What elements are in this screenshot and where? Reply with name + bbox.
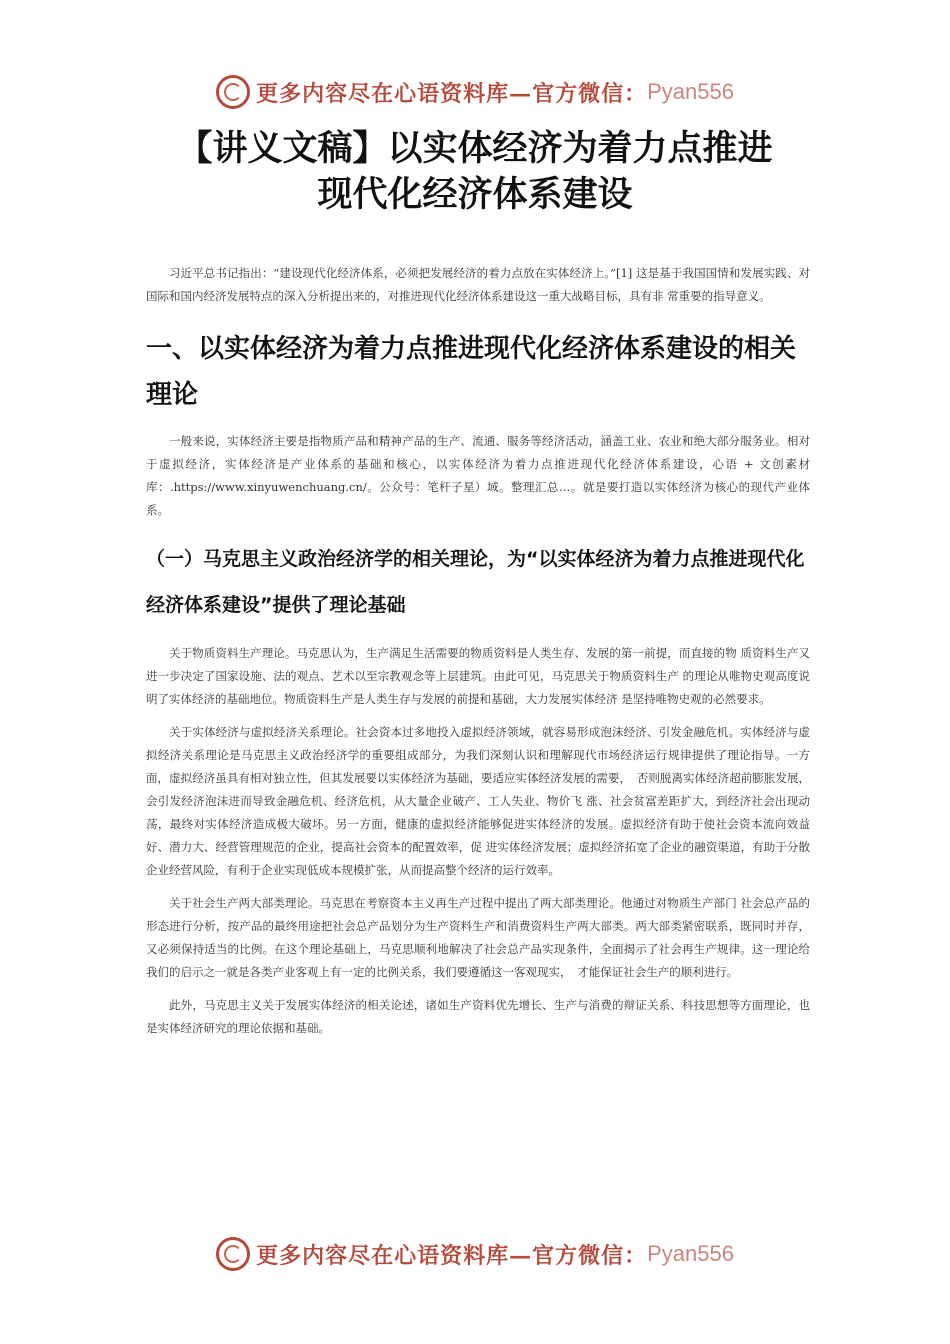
- section-1-paragraph: 一般来说，实体经济主要是指物质产品和精神产品的生产、流通、服务等经济活动，涵盖工业、农业和绝大部分服务业。相对于虚拟经济，实体经济是产业体系的基础和核心，以实体经济为着力点推进现代化经济体系建设，心语 + 文创素材库：.https://www.xinyuwenchuang.cn/。公众号：笔杆子星）域。整理汇总…。就是要打造以实体经济为核心的现代产业体系。: [146, 434, 810, 517]
- paragraph-other-theories: 此外，马克思主义关于发展实体经济的相关论述，诸如生产资料优先增长、生产与消费的辩证关系、科技思想等方面理论，也是实体经济研究的理论依据和基础。: [146, 998, 810, 1035]
- title-line-2: 现代化经济体系建设: [317, 175, 633, 215]
- subsection-1-heading: （一）马克思主义政治经济学的相关理论，为“以实体经济为着力点推进现代化经济体系建设”提供了理论基础: [146, 548, 805, 616]
- banner-text: 更多内容尽在心语资料库—官方微信：: [256, 80, 648, 107]
- paragraph-two-departments: 关于社会生产两大部类理论。马克思在考察资本主义再生产过程中提出了两大部类理论。他通过对物质生产部门 社会总产品的形态进行分析，按产品的最终用途把社会总产品划分为生产资料生产和消费资料生产两大部类。两大部类紧密联系，既同时并存，又必须保持适当的比例。在这个理论基础上，马克思顺利地解决了社会总产品实现条件，全面揭示了社会再生产规律。这一理论给我们的启示之一就是各类产业客观上有一定的比例关系，我们要遵循这一客观现实， 才能保证社会生产的顺利进行。: [146, 896, 810, 979]
- banner-wechat-id: Pyan556: [647, 79, 734, 104]
- brand-circle-logo-icon: [216, 75, 250, 109]
- bottom-banner: [0, 1232, 950, 1276]
- document-body: [146, 262, 810, 1050]
- document-title: [100, 126, 850, 218]
- banner-wechat-id: Pyan556: [647, 1241, 734, 1266]
- title-line-1: 【讲义文稿】以实体经济为着力点推进: [177, 129, 773, 169]
- paragraph-real-virtual-economy: 关于实体经济与虚拟经济关系理论。社会资本过多地投入虚拟经济领域，就容易形成泡沫经济、引发金融危机。实体经济与虚拟经济关系理论是马克思主义政治经济学的重要组成部分，为我们深刻认识和理解现代市场经济运行规律提供了理论指导。一方面，虚拟经济虽具有相对独立性，但其发展要以实体经济为基础，要适应实体经济发展的需要， 否则脱离实体经济超前膨胀发展，会引发经济泡沫进而导致金融危机、经济危机，从大量企业破产、工人失业、物价飞 涨、社会贫富差距扩大，到经济社会出现动荡，最终对实体经济造成极大破坏。另一方面，健康的虚拟经济能够促进实体经济的发展。虚拟经济有助于使社会资本流向效益好、潜力大、经营管理规范的企业，提高社会资本的配置效率，促 进实体经济发展；虚拟经济拓宽了企业的融资渠道，有助于分散企业经营风险，有利于企业实现低成本规模扩张，从而提高整个经济的运行效率。: [146, 725, 810, 877]
- top-banner: [0, 70, 950, 114]
- banner-text: 更多内容尽在心语资料库—官方微信：: [256, 1242, 648, 1269]
- paragraph-material-production: 关于物质资料生产理论。马克思认为，生产满足生活需要的物质资料是人类生存、发展的第一前提，而直接的物 质资料生产又进一步决定了国家设施、法的观点、艺术以至宗教观念等上层建筑。由此可见，马克思关于物质资料生产 的理论从唯物史观高度说明了实体经济的基础地位。物质资料生产是人类生存与发展的前提和基础，大力发展实体经济 是坚持唯物史观的必然要求。: [146, 646, 810, 706]
- section-1-heading: 一、以实体经济为着力点推进现代化经济体系建设的相关理论: [146, 334, 797, 410]
- intro-paragraph: 习近平总书记指出：“建设现代化经济体系，必须把发展经济的着力点放在实体经济上。”[1] 这是基于我国国情和发展实践、对国际和国内经济发展特点的深入分析提出来的，对推进现代化经济体系建设这一重大战略目标，具有非 常重要的指导意义。: [146, 266, 810, 303]
- brand-circle-logo-icon: [216, 1237, 250, 1271]
